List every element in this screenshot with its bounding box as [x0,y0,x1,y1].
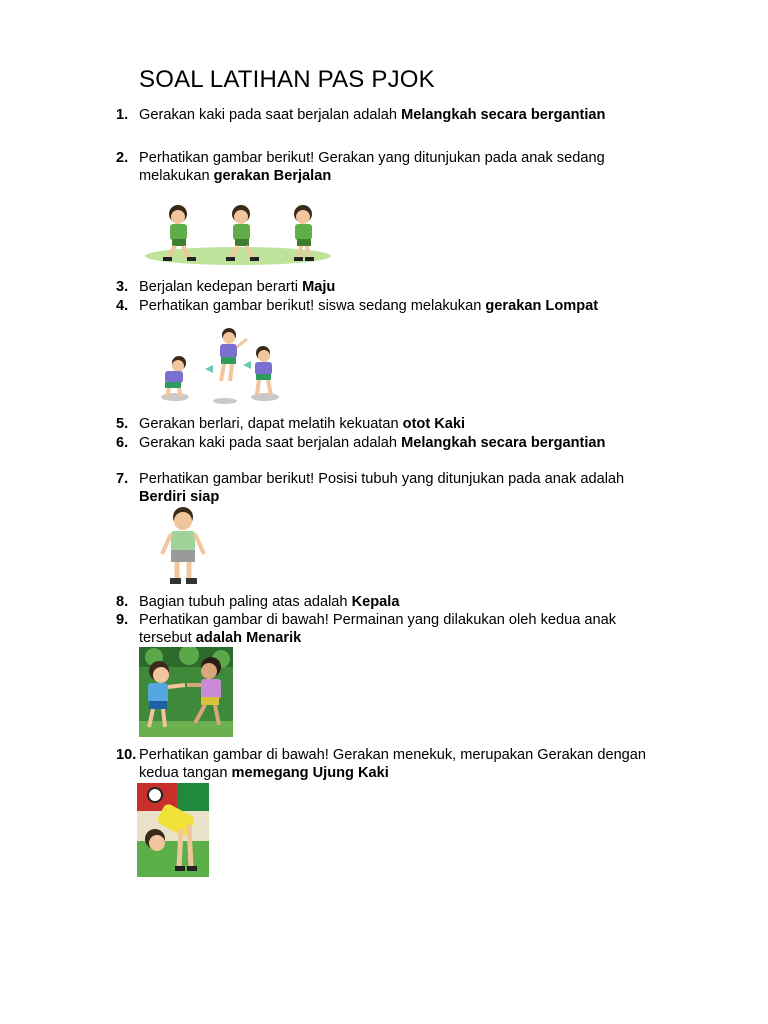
child-bending-illustration [137,783,209,877]
question-text: Perhatikan gambar berikut! siswa sedang melakukan [139,298,486,314]
question-4 [116,297,676,315]
crouching-child-1 [165,356,186,397]
question-text: Gerakan kaki pada saat berjalan adalah [139,107,402,123]
question-answer: Melangkah secara bergantian [401,107,606,123]
question-10 [116,746,656,782]
question-text: Gerakan berlari, dapat melatih kekuatan [139,416,403,432]
question-number: 3. [116,279,129,295]
question-answer: Maju [302,279,336,295]
question-number: 4. [116,298,129,314]
page-title: SOAL LATIHAN PAS PJOK [139,66,435,93]
standing-child-illustration [150,506,216,588]
question-answer: Melangkah secara bergantian [401,435,606,451]
question-number: 5. [116,416,129,432]
jumping-child-illustration [153,325,283,405]
question-7 [116,470,661,506]
question-answer: gerakan Lompat [485,298,599,314]
walking-children-illustration [143,200,333,268]
question-answer: gerakan Berjalan [213,168,332,184]
question-1 [116,106,676,124]
question-number: 6. [116,435,129,451]
question-answer: memegang Ujung Kaki [231,765,389,781]
question-text: Perhatikan gambar di bawah! Permainan yang dilakukan oleh kedua anak tersebut [139,612,617,646]
question-number: 8. [116,594,129,610]
question-text: Perhatikan gambar di bawah! Gerakan menekuk, merupakan Gerakan dengan kedua tangan [139,747,647,781]
question-number: 10. [116,747,137,763]
jumping-child-mid [220,328,247,381]
question-text: Perhatikan gambar berikut! Posisi tubuh yang ditunjukan pada anak adalah [139,471,625,487]
question-number: 1. [116,107,129,123]
question-number: 9. [116,612,129,628]
question-3 [116,278,676,296]
question-8 [116,593,676,611]
question-6 [116,434,676,452]
crouching-child-2 [255,346,272,395]
question-answer: Berdiri siap [139,489,220,505]
question-number: 7. [116,471,129,487]
question-text: Gerakan kaki pada saat berjalan adalah [139,435,402,451]
question-answer: adalah Menarik [195,630,302,646]
question-text: Perhatikan gambar berikut! Gerakan yang ditunjukan pada anak sedang melakukan [139,150,605,184]
question-2 [116,149,656,185]
question-9 [116,611,656,647]
question-5 [116,415,676,433]
question-answer: Kepala [351,594,400,610]
question-number: 2. [116,150,129,166]
question-text: Berjalan kedepan berarti [139,279,303,295]
question-answer: otot Kaki [402,416,466,432]
two-children-pulling-illustration [139,647,233,737]
question-text: Bagian tubuh paling atas adalah [139,594,352,610]
